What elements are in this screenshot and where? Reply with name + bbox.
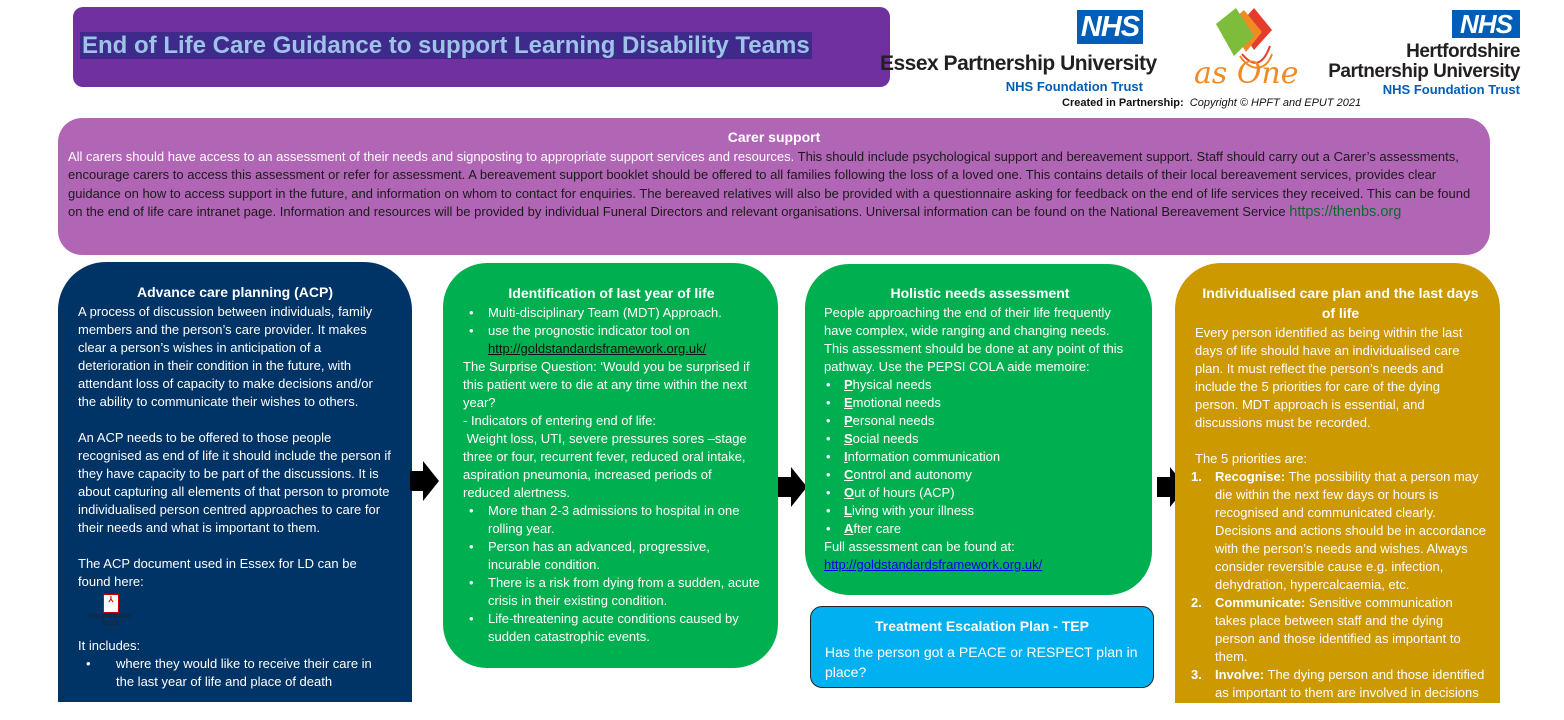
- nbs-link[interactable]: https://thenbs.org: [1289, 203, 1402, 220]
- carer-support-text: [68, 148, 1478, 221]
- as-one-text: as One: [1194, 56, 1299, 91]
- tep-panel: [810, 606, 1154, 688]
- priorities-label: The 5 priorities are:: [1195, 451, 1307, 466]
- herts-org-name-1: Hertfordshire: [1406, 41, 1520, 62]
- list-item: [824, 466, 1136, 484]
- list-item-text: nformation communication: [847, 449, 1001, 464]
- essex-nhs-logo: NHS: [1077, 10, 1143, 44]
- credit-label: Created in Partnership:: [1062, 97, 1184, 109]
- priority-label: Involve:: [1215, 667, 1265, 682]
- identification-panel: [443, 263, 778, 668]
- list-item-text: ut of hours (ACP): [854, 485, 955, 500]
- surprise-question: The Surprise Question: ‘Would you be surprised if this patient were to die at any time within the next year?: [463, 359, 750, 410]
- list-item: [824, 430, 1136, 448]
- list-item-letter: C: [844, 467, 854, 482]
- full-assessment-label: Full assessment can be found at:: [824, 539, 1015, 554]
- priority-text: Sensitive communication takes place between staff and the dying person and those identified as important to them.: [1215, 595, 1461, 664]
- carer-support-intro: All carers should have access to an assessment of their needs and signposting to appropriate support services and resources.: [68, 149, 795, 164]
- identification-bullets: [463, 304, 760, 358]
- priority-text: The possibility that a person may die within the next few days or hours is recognised and communicated clearly. Decisions and actions should be in accordance with the person’s needs and wishes. Always consider reversible cause e.g. infection, dehydration, hypercalcaemia, etc.: [1215, 469, 1487, 592]
- essex-org-name: Essex Partnership University: [880, 52, 1157, 75]
- list-item: • There is a risk from dying from a sudden, acute crisis in their existing condition.: [463, 574, 760, 610]
- list-item: [824, 520, 1136, 538]
- acp-pdf-attachment[interactable]: [80, 591, 392, 637]
- list-item: [824, 394, 1136, 412]
- list-item-letter: S: [844, 431, 853, 446]
- pepsi-cola-list: [824, 376, 1136, 538]
- list-item-letter: L: [844, 503, 852, 518]
- acp-para-1: A process of discussion between individuals, family members and the person’s care provider. It makes clear a person’s wishes in anticipation of a deterioration in their condition in the future, with attendant loss of capacity to make decisions and/or the ability to communicate their wishes to others.: [78, 304, 373, 409]
- list-item: • where they would like to receive their care in the last year of life and place of death: [78, 655, 392, 691]
- list-item-letter: P: [844, 413, 853, 428]
- acp-para-3: The ACP document used in Essex for LD can be found here:: [78, 556, 357, 589]
- identification-heading: Identification of last year of life: [508, 285, 715, 301]
- holistic-needs-panel: [805, 264, 1152, 595]
- pdf-filename: End of Life Plan V8.pdf: [88, 614, 132, 627]
- herts-trust-label: NHS Foundation Trust: [1382, 82, 1520, 97]
- list-number: 1.: [1191, 469, 1202, 484]
- holistic-heading: Holistic needs assessment: [890, 285, 1070, 301]
- list-item-text: iving with your illness: [851, 503, 975, 518]
- care-plan-intro: Every person identified as being within the last days of life should have an individualised care plan. It must reflect the person’s needs and include the 5 priorities for care of the dying person. MDT approach is essential, and discussions must be recorded.: [1195, 325, 1463, 430]
- list-item-letter: P: [844, 377, 853, 392]
- herts-org-name-2: Partnership University: [1328, 61, 1520, 82]
- list-item-text: fter care: [853, 521, 902, 536]
- list-item: [824, 376, 1136, 394]
- list-item-text: motional needs: [852, 395, 941, 410]
- care-plan-panel: [1175, 263, 1500, 718]
- list-number: 2.: [1191, 595, 1202, 610]
- page-title: End of Life Care Guidance to support Learning Disability Teams: [82, 32, 810, 59]
- pdf-icon: ⅄: [103, 594, 119, 613]
- list-number: 3.: [1191, 667, 1202, 682]
- gsf-link[interactable]: http://goldstandardsframework.org.uk/: [824, 557, 1043, 572]
- herts-nhs-logo: NHS: [1452, 10, 1520, 38]
- as-one-logo: [1192, 6, 1304, 98]
- list-item-letter: I: [844, 449, 848, 464]
- indicators-text: Weight loss, UTI, severe pressures sores –stage three or four, recurrent fever, reduced oral intake, aspiration pneumonia, increased periods of reduced alertness.: [463, 431, 751, 500]
- list-item-letter: E: [844, 395, 853, 410]
- carer-support-panel: [58, 118, 1490, 255]
- list-item: [1191, 468, 1487, 594]
- tep-question: Has the person got a PEACE or RESPECT plan in place?: [825, 644, 1138, 680]
- list-item: [1191, 594, 1486, 666]
- list-item: [824, 484, 1136, 502]
- indicators-label: - Indicators of entering end of life:: [463, 413, 656, 428]
- list-item-text: hysical needs: [852, 377, 932, 392]
- credit-line: [1062, 97, 1361, 110]
- list-item: [1191, 666, 1486, 720]
- acp-includes-label: It includes:: [78, 638, 141, 653]
- gsf-link[interactable]: http://goldstandardsframework.org.uk/: [488, 341, 707, 356]
- copyright-text: Copyright © HPFT and EPUT 2021: [1189, 97, 1362, 109]
- list-item: • Life-threatening acute conditions caused by sudden catastrophic events.: [463, 610, 760, 646]
- holistic-intro: People approaching the end of their life frequently have complex, wide ranging and changing needs. This assessment should be done at any point of this pathway. Use the PEPSI COLA aide memoire:: [824, 305, 1124, 374]
- essex-trust-label: NHS Foundation Trust: [1005, 79, 1143, 94]
- acp-para-2: An ACP needs to be offered to those people recognised as end of life it should include the person if they have capacity to be part of the discussions. It is about capturing all elements of that person to promote individualised person centred approaches to care for their needs and what is important to them.: [78, 430, 391, 535]
- priority-label: Communicate:: [1215, 595, 1306, 610]
- list-item: • Multi-disciplinary Team (MDT) Approach.: [463, 304, 760, 322]
- list-item: [824, 448, 1136, 466]
- carer-support-body: This should include psychological support and bereavement support. Staff should carry out a Carer’s assessments, encourage carers to access this assessment or refer for assessment. A bereavement support booklet should be offered to all families following the loss of a loved one. This contains details of their local bereavement services, provides clear guidance on how to access support in the future, and information on whom to contact for enquiries. The bereaved relatives will also be provided with a questionnaire asking for feedback on the end of life services they received. This can be found on the end of life care intranet page. Information and resources will be provided by individual Funeral Directors and relevant organisations. Universal information can be found on the National Bereavement Service: [68, 149, 1471, 219]
- list-item-letter: A: [844, 521, 854, 536]
- acp-includes-list: [78, 655, 392, 691]
- list-item: [463, 322, 760, 358]
- list-item-text: use the prognostic indicator tool on: [488, 323, 690, 338]
- carer-support-heading: Carer support: [727, 129, 821, 145]
- priorities-list: [1191, 468, 1487, 720]
- list-item-text: ersonal needs: [852, 413, 935, 428]
- list-item: • More than 2-3 admissions to hospital in one rolling year.: [463, 502, 760, 538]
- identification-bullets-2: [463, 502, 760, 646]
- list-item: • Person has an advanced, progressive, incurable condition.: [463, 538, 760, 574]
- priority-label: Recognise:: [1215, 469, 1286, 484]
- priority-text: The dying person and those identified as important to them are involved in decisions around treatment and care to the extent that: [1215, 667, 1485, 718]
- list-item: [824, 502, 1136, 520]
- acp-panel: [58, 262, 412, 702]
- list-item-text: ocial needs: [852, 431, 919, 446]
- care-plan-heading: Individualised care plan and the last days of life: [1202, 285, 1479, 321]
- list-item-letter: O: [844, 485, 855, 500]
- tep-heading: Treatment Escalation Plan - TEP: [875, 618, 1089, 634]
- acp-heading: Advance care planning (ACP): [136, 284, 334, 300]
- list-item: [824, 412, 1136, 430]
- list-item-text: ontrol and autonomy: [853, 467, 972, 482]
- title-banner: [73, 7, 890, 87]
